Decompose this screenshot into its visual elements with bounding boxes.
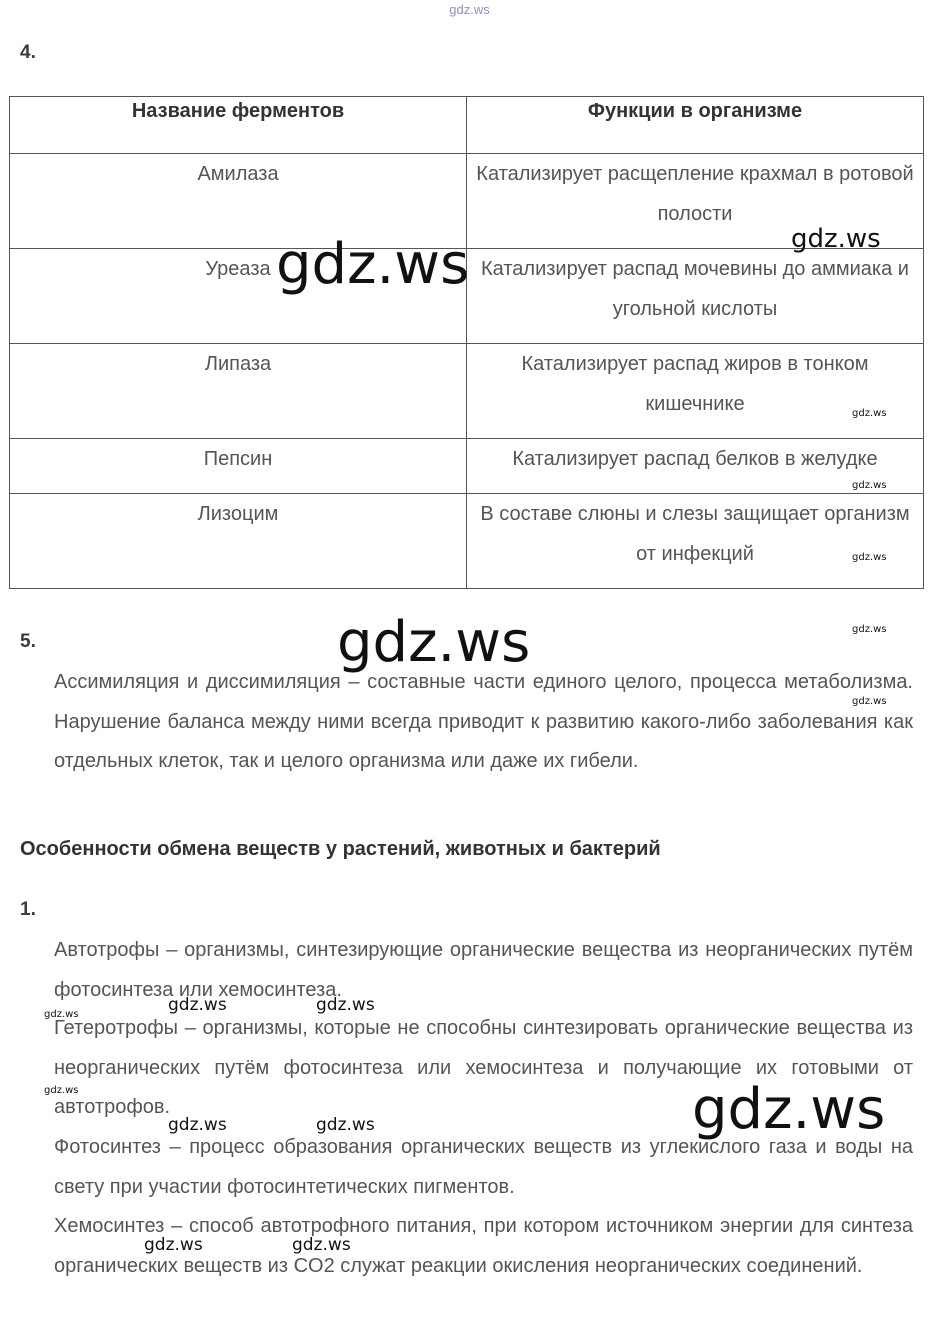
column-header-function: Функции в организме xyxy=(467,97,924,154)
enzyme-name: Уреаза xyxy=(10,249,467,344)
enzyme-function: Катализирует расщепление крахмал в ротовой полости xyxy=(467,154,924,249)
enzyme-function: Катализирует распад белков в желудке xyxy=(467,439,924,494)
watermark-large: gdz.ws xyxy=(276,232,470,297)
watermark-large: gdz.ws xyxy=(337,610,531,675)
watermark-small: gdz.ws xyxy=(168,1115,227,1135)
watermark-small: gdz.ws xyxy=(316,1115,375,1135)
watermark-small: gdz.ws xyxy=(852,624,887,635)
enzyme-name: Амилаза xyxy=(10,154,467,249)
watermark-small: gdz.ws xyxy=(168,995,227,1015)
watermark-top: gdz.ws xyxy=(449,2,490,17)
enzyme-name: Липаза xyxy=(10,344,467,439)
watermark-small: gdz.ws xyxy=(852,480,887,491)
chemosynthesis-paragraph: Хемосинтез – способ автотрофного питания, при котором источником энергии для синтеза органических веществ из CO2 служат реакции окисления неорганических соединений. xyxy=(54,1215,913,1277)
watermark-small: gdz.ws xyxy=(292,1235,351,1255)
enzyme-function: В составе слюны и слезы защищает организм от инфекций xyxy=(467,494,924,589)
watermark-small: gdz.ws xyxy=(852,408,887,419)
watermark-small: gdz.ws xyxy=(44,1009,79,1020)
enzyme-function: Катализирует распад жиров в тонком кишечнике xyxy=(467,344,924,439)
section-5-number: 5. xyxy=(20,631,36,652)
table-row xyxy=(10,494,924,589)
section-5-text: Ассимиляция и диссимиляция – составные части единого целого, процесса метаболизма. Нарушение баланса между ними всегда приводит к развитию какого-либо заболевания как отдельных клеток, так и целого организма или даже их гибели. xyxy=(54,671,913,772)
enzymes-table xyxy=(9,96,924,589)
watermark-small: gdz.ws xyxy=(316,995,375,1015)
watermark-small: gdz.ws xyxy=(44,1085,79,1096)
autotrophs-paragraph: Автотрофы – организмы, синтезирующие органические вещества из неорганических путём фотосинтеза или хемосинтеза. xyxy=(54,939,913,1001)
column-header-name: Название ферментов xyxy=(10,97,467,154)
watermark-large: gdz.ws xyxy=(692,1077,886,1142)
watermark-small: gdz.ws xyxy=(144,1235,203,1255)
enzyme-function: Катализирует распад мочевины до аммиака и угольной кислоты xyxy=(467,249,924,344)
section-heading: Особенности обмена веществ у растений, животных и бактерий xyxy=(20,838,661,860)
photosynthesis-paragraph: Фотосинтез – процесс образования органических веществ из углекислого газа и воды на свету при участии фотосинтетических пигментов. xyxy=(54,1136,913,1198)
table-row xyxy=(10,344,924,439)
section-4-number: 4. xyxy=(20,42,36,63)
watermark-small: gdz.ws xyxy=(852,696,887,707)
watermark-medium: gdz.ws xyxy=(791,224,881,254)
heterotrophs-paragraph: Гетеротрофы – организмы, которые не способны синтезировать органические вещества из неорганических путём фотосинтеза или хемосинтеза и получающие их готовыми от автотрофов. xyxy=(54,1017,913,1118)
table-header-row xyxy=(10,97,924,154)
enzyme-name: Лизоцим xyxy=(10,494,467,589)
table-row xyxy=(10,439,924,494)
enzyme-name: Пепсин xyxy=(10,439,467,494)
watermark-small: gdz.ws xyxy=(852,552,887,563)
section-1-number: 1. xyxy=(20,899,36,920)
